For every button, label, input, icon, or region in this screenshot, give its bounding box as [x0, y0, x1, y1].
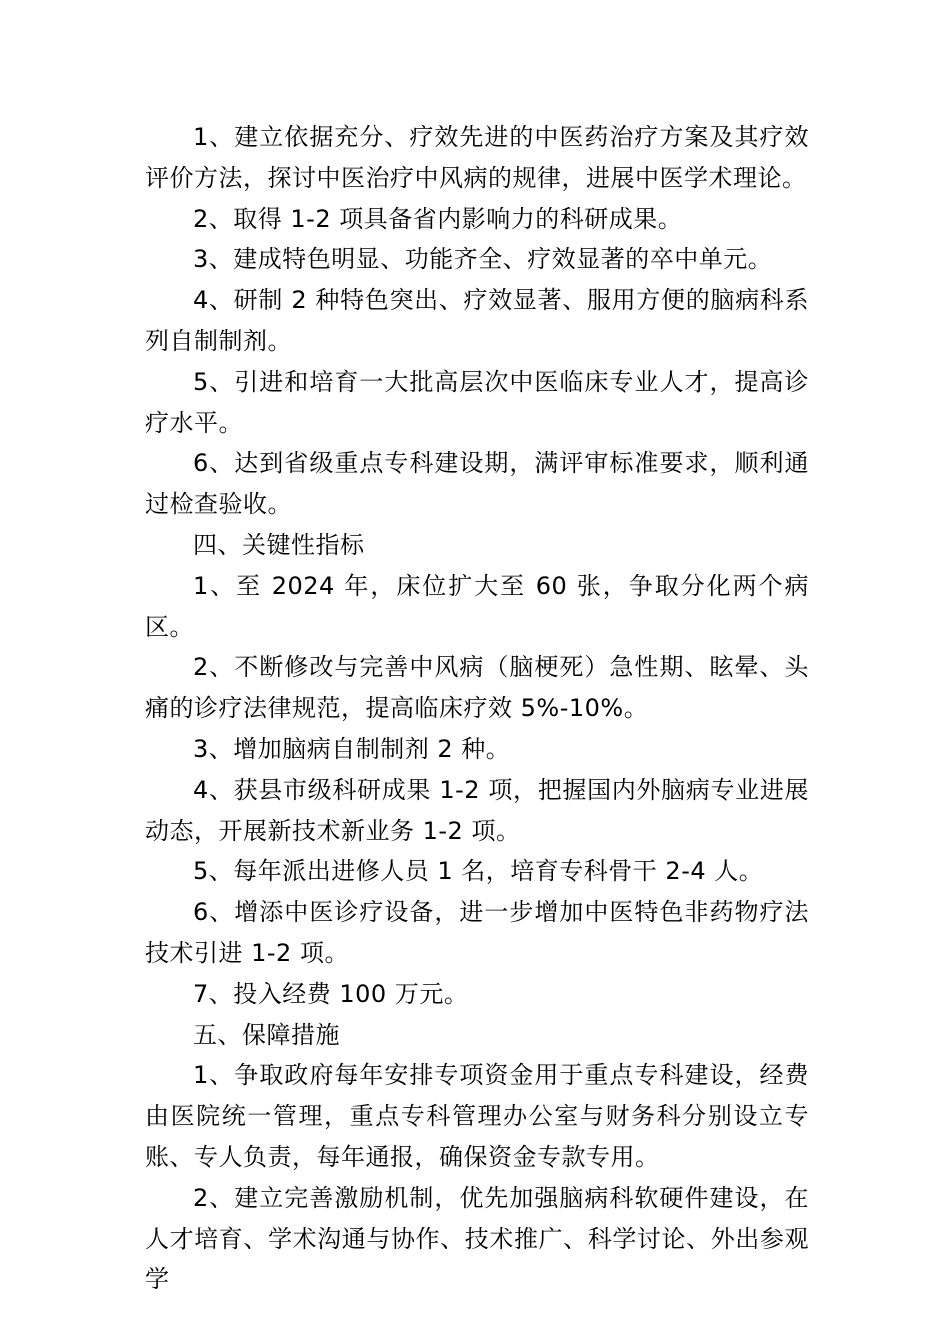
section-heading-key-indicators: 四、关键性指标 [193, 530, 365, 559]
paragraph-goal-6: 6、达到省级重点专科建设期，满评审标准要求，顺利通过检查验收。 [145, 449, 809, 519]
paragraph-indicator-7: 7、投入经费 100 万元。 [193, 979, 469, 1008]
paragraph-goal-2: 2、取得 1-2 项具备省内影响力的科研成果。 [193, 204, 683, 233]
section-heading-safeguards: 五、保障措施 [193, 1020, 340, 1049]
paragraph-indicator-2: 2、不断修改与完善中风病（脑梗死）急性期、眩晕、头痛的诊疗法律规范，提高临床疗效 5%-10%。 [145, 653, 809, 723]
document-body [145, 117, 809, 1300]
paragraph-indicator-4: 4、获县市级科研成果 1-2 项，把握国内外脑病专业进展动态，开展新技术新业务 1-2 项。 [145, 775, 809, 845]
paragraph-goal-5: 5、引进和培育一大批高层次中医临床专业人才，提高诊疗水平。 [145, 367, 809, 437]
paragraph-indicator-5: 5、每年派出进修人员 1 名，培育专科骨干 2-4 人。 [193, 857, 764, 886]
paragraph-safeguard-1: 1、争取政府每年安排专项资金用于重点专科建设，经费由医院统一管理，重点专科管理办公室与财务科分别设立专账、专人负责，每年通报，确保资金专款专用。 [145, 1061, 809, 1171]
paragraph-safeguard-2: 2、建立完善激励机制，优先加强脑病科软硬件建设，在人才培育、学术沟通与协作、技术推广、科学讨论、外出参观学 [145, 1183, 809, 1294]
paragraph-goal-3: 3、建成特色明显、功能齐全、疗效显著的卒中单元。 [193, 245, 773, 274]
paragraph-indicator-1: 1、至 2024 年，床位扩大至 60 张，争取分化两个病区。 [145, 571, 809, 641]
paragraph-goal-4: 4、研制 2 种特色突出、疗效显著、服用方便的脑病科系列自制制剂。 [145, 286, 809, 355]
paragraph-indicator-3: 3、增加脑病自制制剂 2 种。 [193, 734, 511, 763]
paragraph-goal-1: 1、建立依据充分、疗效先进的中医药治疗方案及其疗效评价方法，探讨中医治疗中风病的规律，进展中医学术理论。 [145, 123, 809, 192]
paragraph-indicator-6: 6、增添中医诊疗设备，进一步增加中医特色非药物疗法技术引进 1-2 项。 [145, 898, 809, 967]
